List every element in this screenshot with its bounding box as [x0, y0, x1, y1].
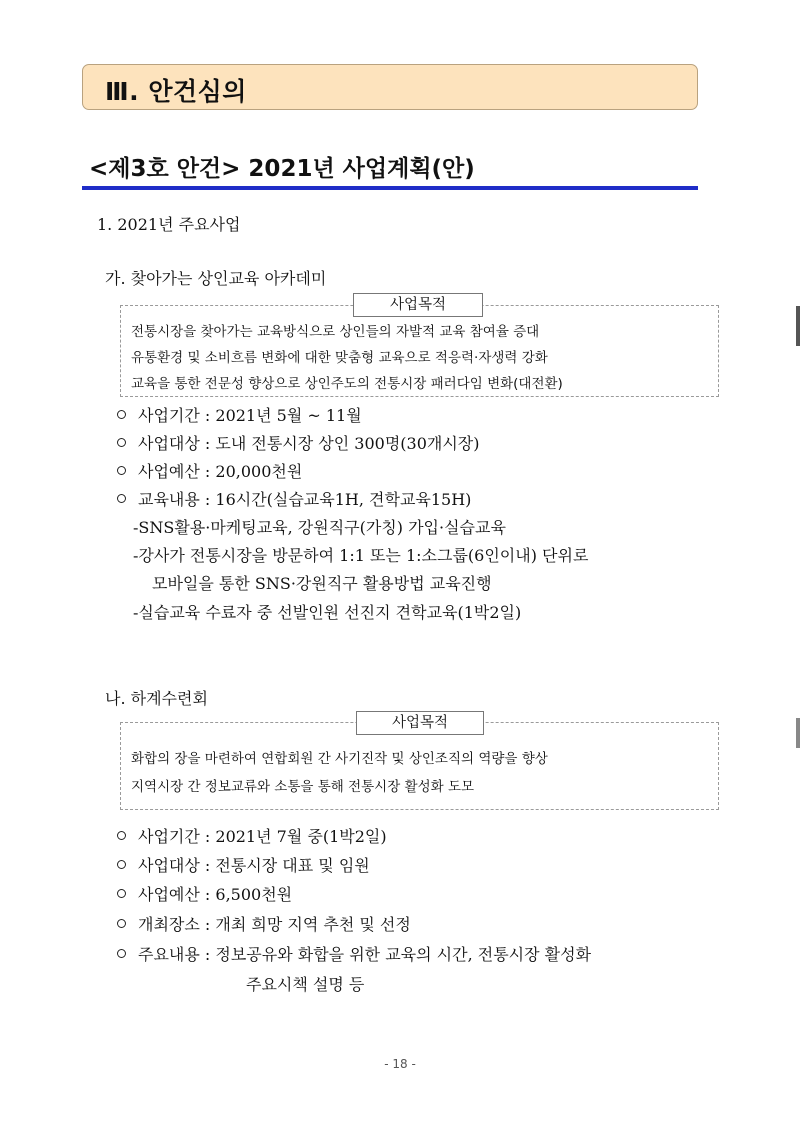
bullet-text: 개최장소 : 개최 희망 지역 추천 및 선정 [138, 915, 411, 934]
bullet-text: 사업예산 : 6,500천원 [138, 885, 293, 904]
bullet-circle-icon [117, 831, 126, 840]
bullet-item [117, 942, 591, 965]
bullet-circle-icon [117, 438, 126, 447]
bullet-item [117, 882, 292, 905]
project-a-purpose-box [120, 305, 719, 397]
section-banner [82, 64, 698, 110]
purpose-line: 유통환경 및 소비흐름 변화에 대한 맞춤형 교육으로 적응력·자생력 강화 [131, 350, 548, 366]
project-a-heading: 가. 찾아가는 상인교육 아카데미 [105, 269, 327, 288]
bullet-continuation: 주요시책 설명 등 [246, 975, 365, 994]
bullet-circle-icon [117, 919, 126, 928]
purpose-line: 화합의 장을 마련하여 연합회원 간 사기진작 및 상인조직의 역량을 향상 [131, 751, 548, 767]
agenda-title: <제3호 안건> 2021년 사업계획(안) [89, 156, 475, 182]
bullet-text: 주요내용 : 정보공유와 화합을 위한 교육의 시간, 전통시장 활성화 [138, 945, 592, 964]
bullet-text: 사업기간 : 2021년 7월 중(1박2일) [138, 827, 387, 846]
project-b-purpose-box [120, 722, 719, 810]
bullet-item [117, 459, 302, 482]
sub-item: -실습교육 수료자 중 선발인원 선진지 견학교육(1박2일) [133, 603, 522, 622]
bullet-item [117, 853, 370, 876]
bullet-text: 교육내용 : 16시간(실습교육1H, 견학교육15H) [138, 490, 472, 509]
edge-artifact [796, 306, 800, 346]
page-number: - 18 - [384, 1057, 416, 1071]
bullet-circle-icon [117, 860, 126, 869]
sub-item: -강사가 전통시장을 방문하여 1:1 또는 1:소그룹(6인이내) 단위로 [133, 546, 589, 565]
bullet-circle-icon [117, 410, 126, 419]
bullet-circle-icon [117, 889, 126, 898]
edge-artifact [796, 718, 800, 748]
bullet-circle-icon [117, 466, 126, 475]
bullet-text: 사업기간 : 2021년 5월 ~ 11월 [138, 406, 362, 425]
bullet-text: 사업대상 : 도내 전통시장 상인 300명(30개시장) [138, 434, 480, 453]
section-title: Ⅲ. 안건심의 [105, 77, 247, 106]
sub-item: -SNS활용·마케팅교육, 강원직구(가칭) 가입·실습교육 [133, 518, 506, 537]
bullet-item [117, 403, 362, 426]
purpose-line: 전통시장을 찾아가는 교육방식으로 상인들의 자발적 교육 참여율 증대 [131, 324, 540, 340]
bullet-circle-icon [117, 494, 126, 503]
purpose-line: 교육을 통한 전문성 향상으로 상인주도의 전통시장 패러다임 변화(대전환) [131, 376, 563, 392]
bullet-text: 사업예산 : 20,000천원 [138, 462, 303, 481]
project-b-heading: 나. 하계수련회 [105, 689, 208, 708]
sub-item: 모바일을 통한 SNS·강원직구 활용방법 교육진행 [152, 574, 492, 593]
project-a-purpose-label: 사업목적 [353, 293, 483, 317]
bullet-item [117, 824, 387, 847]
bullet-item [117, 912, 411, 935]
bullet-circle-icon [117, 949, 126, 958]
purpose-line: 지역시장 간 정보교류와 소통을 통해 전통시장 활성화 도모 [131, 779, 475, 795]
bullet-text: 사업대상 : 전통시장 대표 및 임원 [138, 856, 370, 875]
heading-main-projects: 1. 2021년 주요사업 [97, 215, 241, 234]
title-underline [82, 186, 698, 190]
project-b-purpose-label: 사업목적 [356, 711, 484, 735]
bullet-item [117, 487, 471, 510]
bullet-item [117, 431, 480, 454]
